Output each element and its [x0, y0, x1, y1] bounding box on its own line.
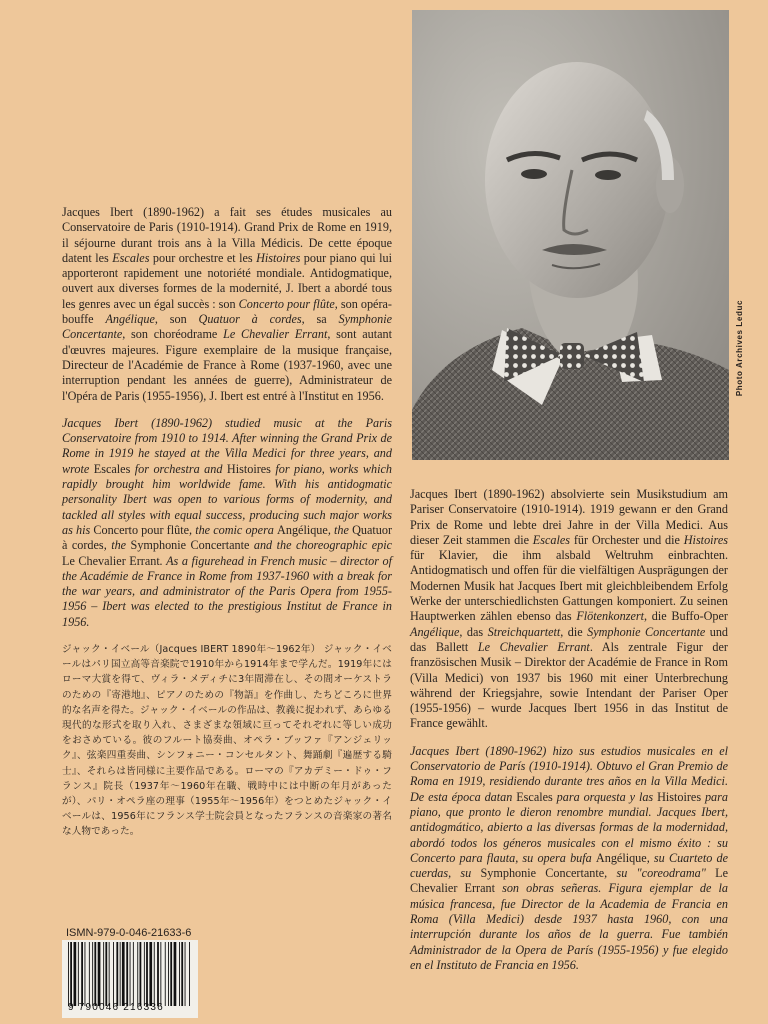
barcode-digits: 9 790046 216336	[68, 1002, 164, 1013]
barcode-bar	[103, 942, 104, 1006]
barcode-bar	[179, 942, 180, 1006]
barcode-bar	[154, 942, 155, 1006]
barcode-bar	[133, 942, 134, 1006]
barcode-bar	[89, 942, 90, 1006]
french-bio: Jacques Ibert (1890-1962) a fait ses études musicales au Conservatoire de Paris (1910-1914). Grand Prix de Rome en 1919, il séjourne durant trois ans à la Villa Médicis. De cette époque datent les Escales pour orchestre et les Histoires pour piano qui lui apporteront rapidement une notoriété mondiale. Antidogmatique, ouvert aux diverses formes de la modernité, J. Ibert a abordé tous les genres avec un égal succès : son Concerto pour flûte, son opéra-bouffe Angélique, son Quatuor à cordes, sa Symphonie Concertante, son choréodrame Le Chevalier Errant, sont autant d'œuvres majeures. Figure exemplaire de la musique française, Directeur de l'Académie de France à Rome (1937-1960, avec une interruption pendant les années de guerre), Administrateur de l'Opéra de Paris (1955-1956), J. Ibert est entré à l'Institut en 1956.	[62, 205, 392, 403]
japanese-bio: ジャック・イベール（Jacques IBERT 1890年〜1962年） ジャック・イベールはパリ国立高等音楽院で1910年から1914年まで学んだ。1919年にはローマ大賞を得て、ヴィラ・メディチに3年間滞在し、その間オーケストラのための『寄港地』、ピアノのための『物語』を作曲し、たちどころに世界的な名声を得た。ジャック・イベールの作品は、教義に捉われず、あらゆる現代的な形式を取り入れ、さまざまな領域に亘ってそれぞれに等しい成功をおさめている。彼のフルート協奏曲、オペラ・ブッファ『アンジェリック』、弦楽四重奏曲、シンフォニー・コンセルタント、舞踊劇『遍歴する騎士』、それらは皆同様に主要作品である。ローマの『アカデミー・ドゥ・フランス』院長（1937年〜1960年在職、戦時中には中断の年月があったが）、パリ・オペラ座の理事（1955年〜1956年）をつとめたジャック・イベールは、1956年にフランス学士院会員となったフランスの音楽家の著名な人物であった。	[62, 644, 392, 838]
left-column	[62, 205, 392, 852]
barcode-bar	[168, 942, 169, 1006]
barcode-bar	[165, 942, 166, 1006]
barcode-bar	[85, 942, 86, 1006]
barcode-bar	[74, 942, 77, 1006]
barcode-bar	[94, 942, 96, 1006]
barcode	[62, 940, 198, 1018]
barcode-bar	[137, 942, 138, 1006]
barcode-bar	[181, 942, 183, 1006]
spanish-bio: Jacques Ibert (1890-1962) hizo sus estudios musicales en el Conservatorio de París (1910-1914). Obtuvo el Gran Premio de Roma en 1919, residiendo durante tres años en la Villa Medici. De esta época datan Escales para orquesta y las Histoires para piano, que pronto le dieron renombre mundial. Jacques Ibert, antidogmático, abierto a las diversas formas de la modernidad, abordó todos los géneros musicales con el mismo éxito : su Concerto para flauta, su opera bufa Angélique, su Cuarteto de cuerdas, su Symphonie Concertante, su "coreodrama" Le Chevalier Errant son obras señeras. Figura ejemplar de la música francesa, fue Director de la Academia de Francia en Roma (Villa Medici) desde 1937 hasta 1960, con una interrupción durante los años de la guerra. Fue también Administrador de la Opera de París (1955-1956) y fue elegido en el Instituto de Francia en 1956.	[410, 743, 729, 972]
barcode-bar	[78, 942, 79, 1006]
barcode-bar	[144, 942, 145, 1006]
barcode-bar	[92, 942, 93, 1006]
barcode-bar	[81, 942, 83, 1006]
barcode-bar	[157, 942, 159, 1006]
barcode-bar	[70, 942, 72, 1006]
barcode-bar	[98, 942, 101, 1006]
barcode-bar	[140, 942, 142, 1006]
english-bio: Jacques Ibert (1890-1962) studied music at the Paris Conservatoire from 1910 to 1914. After winning the Grand Prix de Rome in 1919 he stayed at the Villa Medici for three years, and wrote Escales for orchestra and Histoires for piano, works which rapidly brought him worldwide fame. With his antidogmatic personality Ibert was open to various forms of modernity, and tackled all styles with equal success, producing such major works as his Concerto pour flûte, the comic opera Angélique, the Quatuor à cordes, the Symphonie Concertante and the choreographic epic Le Chevalier Errant. As a figurehead in French music – director of the Académie de France in Rome from 1937-1960 with a break for the war years, and administrator of the Paris Opera from 1955-1956 – Ibert was elected to the prestigious Institut de France in 1956.	[62, 415, 393, 629]
barcode-bar	[120, 942, 121, 1006]
barcode-bar	[109, 942, 110, 1006]
barcode-bar	[105, 942, 107, 1006]
photo-credit: Photo Archives Leduc	[735, 300, 744, 397]
barcode-bar	[149, 942, 152, 1006]
barcode-bar	[122, 942, 125, 1006]
portrait-image	[412, 10, 729, 460]
barcode-bar	[130, 942, 131, 1006]
barcode-bar	[68, 942, 69, 1006]
barcode-bar	[113, 942, 114, 1006]
composer-portrait	[412, 10, 729, 460]
right-column	[410, 487, 728, 985]
barcode-bar	[160, 942, 161, 1006]
barcode-bar	[189, 942, 190, 1006]
barcode-bar	[170, 942, 172, 1006]
barcode-bar	[174, 942, 177, 1006]
barcode-bar	[116, 942, 118, 1006]
barcode-bar	[126, 942, 128, 1006]
barcode-bar	[146, 942, 148, 1006]
barcode-bars	[66, 942, 194, 1006]
barcode-bar	[185, 942, 186, 1006]
german-bio: Jacques Ibert (1890-1962) absolvierte sein Musikstudium am Pariser Conservatoire (1910-1914). 1919 gewann er den Grand Prix de Rome und lebte drei Jahre in der Villa Medici. Aus dieser Zeit stammen die Escales für Orchester und die Histoires für Klavier, die ihm alsbald Weltruhm einbrachten. Antidogmatisch und offen für die vielfältigen Ausprägungen der Modernen Musik hat Jacques Ibert mit gleichbleibendem Erfolg Werke der unterschiedlichsten Gattungen komponiert. Zu seinen Hauptwerken zählen ebenso das Flötenkonzert, die Buffo-Oper Angélique, das Streichquartett, die Symphonie Concertante und das Ballett Le Chevalier Errant. Als zentrale Figur der französischen Musik – Direktor der Académie de France in Rom (Villa Medici) von 1937 bis 1960 mit einer Unterbrechung während der Kriegsjahre, sowie Intendant der Pariser Oper (1955-1956) – wurde Jacques Ibert 1956 in das Institut de France gewählt.	[410, 487, 729, 731]
ismn-number: ISMN-979-0-046-21633-6	[66, 927, 192, 939]
